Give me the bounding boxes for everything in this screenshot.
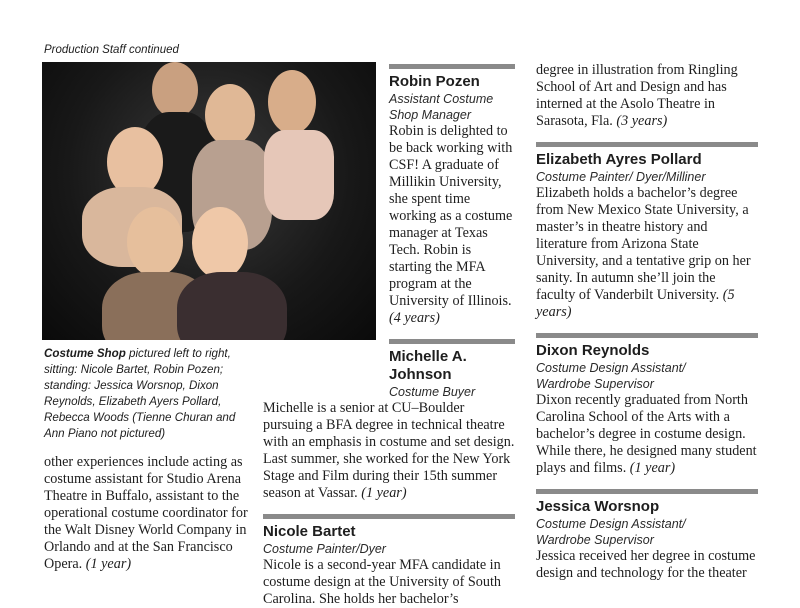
- bio-text: Robin is delighted to be back working with CSF! A graduate of Millikin University, she spent time working as a costume manager at Texas Tech. Robin is starting the MFA program at the University of Illinois.: [389, 123, 513, 309]
- bio-text: Jessica received her degree in costume design and technology for the theater: [536, 548, 756, 581]
- bio-tenure: (1 year): [629, 460, 676, 476]
- bio-role: Costume Design Assistant/ Wardrobe Supervisor: [536, 517, 686, 547]
- bio-text: Nicole is a second-year MFA candidate in costume design at the University of South Carolina. She holds her bachelor’s: [263, 557, 502, 607]
- bio-text: degree in illustration from Ringling School of Art and Design and has interned at the Asolo Theatre in Sarasota, Fla.: [536, 62, 738, 129]
- running-head: Production Staff continued: [44, 44, 179, 56]
- bio-text: other experiences include acting as costume assistant for Studio Arena Theatre in Buffalo, assistant to the operational costume coordinator for the Walt Disney World Company in Orlando and at the San Francisco Opera.: [44, 454, 248, 572]
- bio-name: Michelle A. Johnson: [389, 348, 467, 383]
- bio-text: Elizabeth holds a bachelor’s degree from New Mexico State University, a master’s in theatre history and literature from Arizona State University, and a tentative grip on her sanity. In autumn she’ll join the faculty of Vanderbilt University.: [536, 185, 751, 303]
- bio-role: Assistant Costume Shop Manager: [389, 92, 494, 122]
- bio-name: Robin Pozen: [389, 73, 480, 90]
- divider: [536, 333, 758, 338]
- bio-nicole-continued: [536, 62, 758, 130]
- caption-text: pictured left to right, sitting: Nicole Bartet, Robin Pozen; standing: Jessica Worsnop, Dixon Reynolds, Elizabeth Ayers Pollard, Rebecca Woods (Tienne Churan and Ann Piano not pictured): [44, 347, 236, 440]
- bio-elizabeth-pollard: [536, 142, 758, 321]
- bio-tenure: (1 year): [361, 485, 407, 501]
- caption-heading: Costume Shop: [44, 347, 126, 360]
- divider: [536, 489, 758, 494]
- bio-name: Jessica Worsnop: [536, 498, 660, 515]
- bio-tenure: (1 year): [85, 556, 132, 572]
- bio-text: Michelle is a senior at CU–Boulder pursuing a BFA degree in technical theatre with an emphasis in costume and set design. Last summer, she worked for the New York Stage and Film during their 15th summer season at Vassar.: [263, 400, 515, 501]
- bio-role: Costume Buyer: [389, 385, 476, 399]
- divider: [536, 142, 758, 147]
- bio-tenure: (4 years): [389, 310, 440, 326]
- divider: [389, 339, 515, 344]
- bio-tenure: (3 years): [616, 113, 668, 129]
- bio-robin-pozen: [389, 64, 515, 327]
- bio-jessica-worsnop: [536, 489, 758, 582]
- bio-nicole-bartet: [263, 514, 515, 608]
- bio-dixon-reynolds: [536, 333, 758, 477]
- bio-michelle-header: [389, 339, 515, 400]
- divider: [389, 64, 515, 69]
- right-column: [536, 62, 758, 582]
- left-column: [44, 346, 256, 573]
- bio-name: Dixon Reynolds: [536, 342, 650, 359]
- divider: [263, 514, 515, 519]
- continued-bio: [44, 454, 256, 573]
- photo-caption: [44, 346, 256, 442]
- bio-michelle-text: [263, 400, 515, 502]
- bio-text: Dixon recently graduated from North Carolina School of the Arts with a bachelor’s degree in costume design. While there, he designed many student plays and films.: [536, 392, 757, 476]
- bio-role: Costume Painter/ Dyer/Milliner: [536, 170, 706, 184]
- middle-column: [263, 64, 515, 608]
- bio-role: Costume Painter/Dyer: [263, 542, 386, 556]
- bio-role: Costume Design Assistant/ Wardrobe Supervisor: [536, 361, 686, 391]
- bio-name: Elizabeth Ayres Pollard: [536, 151, 702, 168]
- bio-tenure: (5 years): [536, 287, 735, 320]
- bio-name: Nicole Bartet: [263, 523, 356, 540]
